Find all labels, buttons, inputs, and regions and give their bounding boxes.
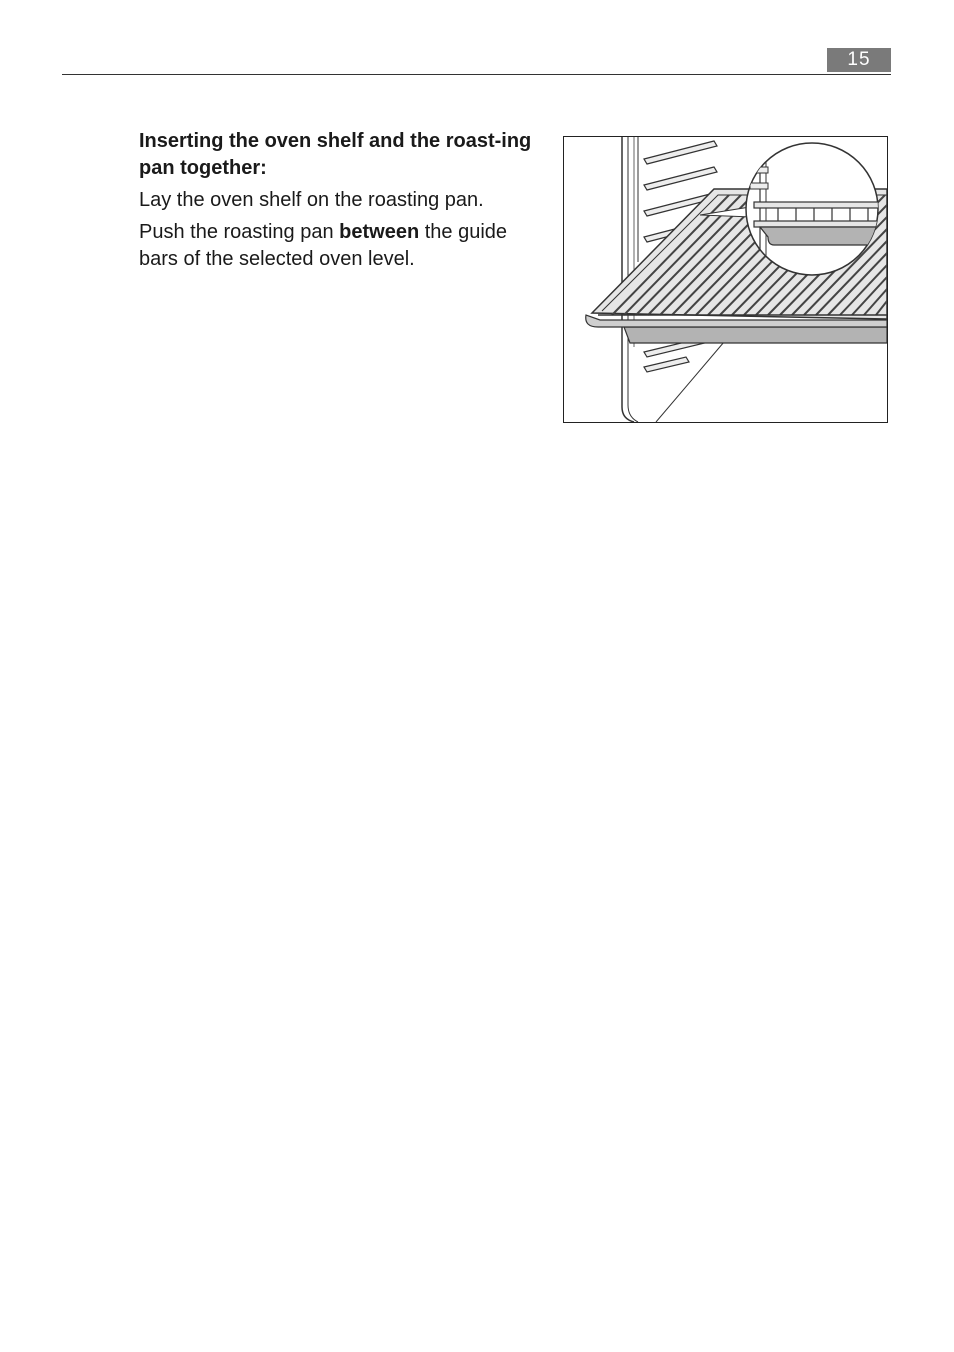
oven-shelf-illustration [563, 136, 888, 423]
instruction-step-2 [139, 219, 544, 273]
page-number: 15 [827, 48, 891, 72]
roasting-pan-body [624, 327, 887, 343]
step-2-text-start: Push the roasting pan [139, 221, 340, 243]
step-2-emphasis: between [339, 221, 420, 243]
step-2-text-end: the guide bars of the selected oven level. [139, 221, 508, 270]
oven-illustration-svg [564, 137, 887, 422]
instruction-step-1: Lay the oven shelf on the roasting pan. [139, 189, 484, 211]
header-rule [62, 74, 891, 75]
instruction-section [139, 128, 544, 278]
section-heading: Inserting the oven shelf and the roast-ing pan together: [139, 130, 532, 179]
oven-floor-line [656, 342, 724, 422]
